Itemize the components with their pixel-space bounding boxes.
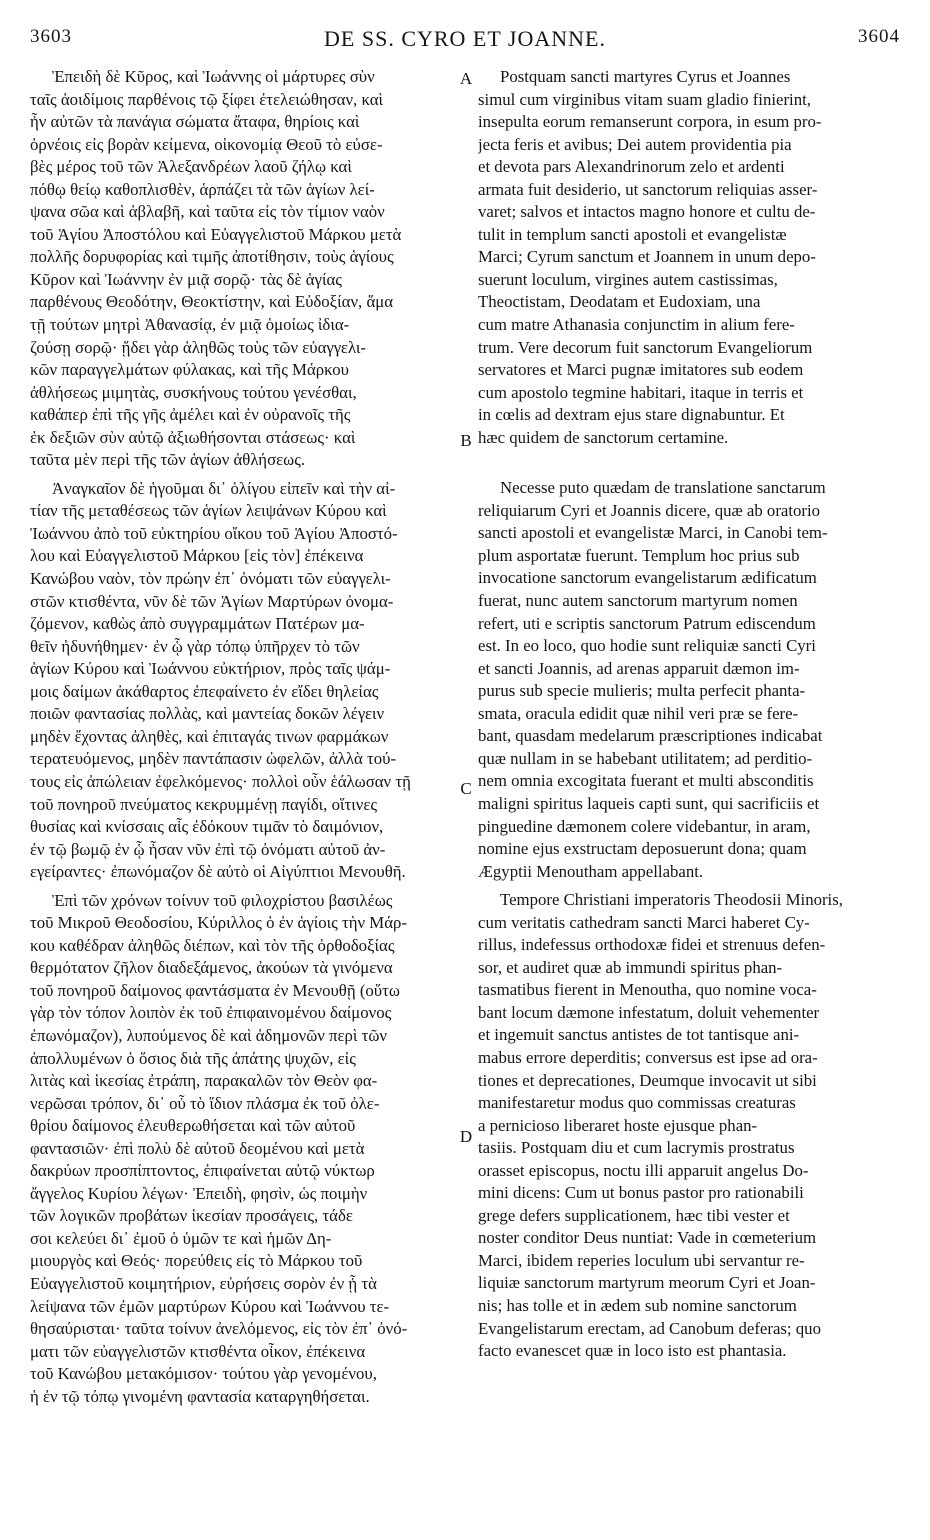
- text-line: maligni spiritus laqueis capti sunt, qui sacrificiis et: [478, 793, 820, 813]
- text-line: τοῦ Μικροῦ Θεοδοσίου, Κύριλλος ὁ ἐν ἁγίοις τὴν Μάρ-: [30, 913, 407, 933]
- text-line: ψανα σῶα καὶ ἀβλαβῆ, καὶ ταῦτα εἰς τὸν τίμιον ναὸν: [30, 202, 385, 222]
- text-line: ἄγγελος Κυρίου λέγων· Ἐπειδὴ, φησὶν, ὡς ποιμὴν: [30, 1183, 368, 1203]
- text-line: Tempore Christiani imperatoris Theodosii Minoris,: [500, 890, 843, 910]
- text-line: nem omnia excogitata fuerant et multi absconditis: [478, 771, 814, 791]
- text-line: reliquiarum Cyri et Joannis dicere, quæ ab oratorio: [478, 500, 821, 520]
- text-line: ἁγίων Κύρου καὶ Ἰωάννου εὐκτήριον, πρὸς ταῖς ψάμ-: [30, 659, 391, 679]
- text-line: grege defers supplicationem, hæc tibi vester et: [478, 1205, 790, 1225]
- latin-column: [478, 66, 897, 1363]
- greek-paragraph-2: [30, 478, 454, 884]
- text-line: Ἀναγκαῖον δὲ ἡγοῦμαι δι᾽ ὀλίγου εἰπεῖν καὶ τὴν αἰ-: [52, 478, 396, 498]
- text-line: κου καθέδραν ἀληθῶς διέπων, καὶ τὸν τῆς ὀρθοδοξίας: [30, 935, 395, 955]
- running-title: DE SS. CYRO ET JOANNE.: [324, 26, 606, 51]
- text-line: nomine ejus exstructam deposuerunt dona; quam: [478, 839, 807, 859]
- text-line: sancti apostoli et evangelistæ Marci, in Canobi tem-: [478, 523, 828, 543]
- text-line: quæ nullam in se habebant utilitatem; ad perditio-: [478, 748, 813, 768]
- text-line: λου καὶ Εὐαγγελιστοῦ Μάρκου [εἰς τὸν] ἐπέκεινα: [30, 546, 364, 566]
- text-line: ἦν αὐτῶν τὰ πανάγια σώματα ἄταφα, θηρίοις καὶ: [30, 112, 360, 132]
- text-line: fuerat, nunc autem sanctorum martyrum nomen: [478, 591, 798, 611]
- text-line: Necesse puto quædam de translatione sanctarum: [500, 478, 826, 498]
- text-line: σοι κελεύει δι᾽ ἐμοῦ ὁ ὑμῶν τε καὶ ἡμῶν Δη-: [30, 1228, 332, 1248]
- text-line: πολλῆς δορυφορίας καὶ τιμῆς ἀποτίθησιν, τοὺς ἁγίους: [30, 247, 394, 267]
- text-line: in cœlis ad dextram ejus stare dignabuntur. Et: [478, 405, 785, 425]
- text-line: ἀθλήσεως μιμητὰς, συσκήνους τούτου γενέσθαι,: [30, 382, 357, 402]
- text-line: insepulta eorum remanserunt corpora, in esum pro-: [478, 112, 822, 132]
- text-line: ταῦτα μὲν περὶ τῆς τῶν ἁγίων ἀθλήσεως.: [30, 450, 306, 470]
- text-line: στῶν κτισθέντα, νῦν δὲ τῶν Ἁγίων Μαρτύρων ὀνομα-: [30, 591, 394, 611]
- text-line: ἀπολλυμένων ὁ ὅσιος διὰ τῆς ἀπάτης ψυχῶν, εἰς: [30, 1048, 356, 1068]
- text-line: τους εἰς ἀπώλειαν ἐφελκόμενος· πολλοὶ οὖν ἑάλωσαν τῇ: [30, 771, 411, 791]
- section-marker-c: C: [460, 779, 472, 798]
- text-line: tiones et deprecationes, Deumque invocavit ut sibi: [478, 1070, 817, 1090]
- text-line: tasmatibus fierent in Menoutha, quo nomine voca-: [478, 980, 817, 1000]
- text-line: γὰρ τὸν τόπον λοιπὸν ἐκ τοῦ ἐπιφαινομένου δαίμονος: [30, 1003, 392, 1023]
- text-line: θησαύρισται· ταῦτα τοίνυν ἀνελόμενος, εἰς τὸν ἐπ᾽ ὀνό-: [30, 1319, 408, 1339]
- text-line: et sancti Joannis, ad arenas apparuit dæmon im-: [478, 658, 800, 678]
- text-line: τίαν τῆς μεταθέσεως τῶν ἁγίων λειψάνων Κύρου καὶ: [30, 501, 387, 521]
- text-line: ἡ ἐν τῷ τόπῳ γινομένη φαντασία καταργηθήσεται.: [30, 1386, 370, 1406]
- text-line: bant, quasdam medelarum præscriptiones indicabat: [478, 726, 823, 746]
- text-line: rillus, indefessus orthodoxæ fidei et strenuus defen-: [478, 935, 826, 955]
- text-line: Marci; Cyrum sanctum et Joannem in unum depo-: [478, 247, 816, 267]
- text-line: φαντασιῶν· ἐπὶ πολὺ δὲ αὐτοῦ δεομένου καὶ μετὰ: [30, 1138, 365, 1158]
- text-line: τῶν λογικῶν προβάτων ἱκεσίαν προσάγεις, τάδε: [30, 1206, 353, 1226]
- text-line: ἐπωνόμαζον), λυπούμενος δὲ καὶ ἀδημονῶν περὶ τῶν: [30, 1025, 388, 1045]
- text-line: μιουργὸς καὶ Θεός· πορεύθεις εἰς τὸ Μάρκου τοῦ: [30, 1251, 363, 1271]
- text-line: κῶν παραγγελμάτων φύλακας, καὶ τῆς Μάρκου: [30, 360, 349, 380]
- text-line: ταῖς ἀοιδίμοις παρθένοις τῷ ξίφει ἐτελειώθησαν, καὶ: [30, 89, 384, 109]
- text-line: liquiæ sanctorum martyrum meorum Cyri et Joan-: [478, 1273, 816, 1293]
- greek-paragraph-3: [30, 890, 454, 1409]
- spacer: [478, 449, 897, 477]
- text-line: purus sub specie mulieris; multa perfecit phanta-: [478, 681, 806, 701]
- text-line: μοις δαίμων ἀκάθαρτος ἐπεφαίνετο ἐν εἴδει θηλείας: [30, 681, 379, 701]
- text-line: Theoctistam, Deodatam et Eudoxiam, una: [478, 292, 761, 312]
- text-line: παρθένους Θεοδότην, Θεοκτίστην, καὶ Εὐδοξίαν, ἅμα: [30, 292, 394, 312]
- text-line: Marci, ibidem reperies loculum ubi servantur re-: [478, 1250, 805, 1270]
- text-line: et ingemuit sanctus antistes de tot tantisque ani-: [478, 1025, 800, 1045]
- text-line: Εὐαγγελιστοῦ κοιμητήριον, εὑρήσεις σορὸν ἐν ᾗ τὰ: [30, 1273, 377, 1293]
- text-line: θερμότατον ζῆλον διαδεξάμενος, ἀκούων τὰ γινόμενα: [30, 958, 393, 978]
- text-line: θρίου δαίμονος ἐλευθερωθήσεται καὶ τῶν αὐτοῦ: [30, 1116, 356, 1136]
- text-line: invocatione sanctorum evangelistarum ædificatum: [478, 568, 817, 588]
- text-line: Κῦρον καὶ Ἰωάννην ἐν μιᾷ σορῷ· τὰς δὲ ἁγίας: [30, 269, 342, 289]
- text-line: βὲς μέρος τοῦ τῶν Ἀλεξανδρέων λαοῦ ζήλῳ καὶ: [30, 157, 352, 177]
- text-line: suerunt loculum, virgines autem castissimas,: [478, 269, 778, 289]
- text-line: cum apostolo tegmine habitari, itaque in terris et: [478, 382, 804, 402]
- latin-paragraph-2: [478, 477, 897, 883]
- column-number-left: 3603: [30, 26, 72, 47]
- text-line: armata fuit desiderio, ut sanctorum reliquias asser-: [478, 179, 818, 199]
- column-number-right: 3604: [858, 26, 900, 47]
- section-marker-d: D: [459, 1127, 473, 1146]
- text-line: manifestaretur modus quo commissas creaturas: [478, 1093, 796, 1113]
- text-line: tasiis. Postquam diu et cum lacrymis prostratus: [478, 1138, 795, 1158]
- text-line: τοῦ Ἁγίου Ἀποστόλου καὶ Εὐαγγελιστοῦ Μάρκου μετὰ: [30, 224, 402, 244]
- text-line: λείψανα τῶν ἐμῶν μαρτύρων Κύρου καὶ Ἰωάννου τε-: [30, 1296, 390, 1316]
- text-line: noster conditor Deus nuntiat: Vade in cœmeterium: [478, 1228, 817, 1248]
- text-line: Ægyptii Menoutham appellabant.: [478, 861, 704, 881]
- text-line: mabus errore deperditis; conversus est ipse ad ora-: [478, 1047, 818, 1067]
- text-line: μηδὲν ἔχοντας ἀληθὲς, καὶ ἐπιταγάς τινων φαρμάκων: [30, 726, 389, 746]
- latin-paragraph-1: [478, 66, 897, 449]
- text-line: nis; has tolle et in ædem sub nomine sanctorum: [478, 1295, 797, 1315]
- text-line: εγείραντες· ἐπωνόμαζον δὲ αὐτὸ οἱ Αἰγύπτιοι Μενουθῆ.: [30, 862, 406, 882]
- text-line: Κανώβου ναὸν, τὸν πρώην ἐπ᾽ ὀνόματι τῶν εὐαγγελι-: [30, 569, 391, 589]
- text-line: trum. Vere decorum fuit sanctorum Evangeliorum: [478, 337, 813, 357]
- section-marker-b: B: [460, 431, 472, 450]
- text-line: τοῦ Κανώβου μετακόμισον· τούτου γὰρ γενομένου,: [30, 1364, 377, 1384]
- page-header: [30, 26, 900, 60]
- text-line: facto evanescet quæ in loco isto est phantasia.: [478, 1341, 787, 1361]
- text-line: Evangelistarum erectam, ad Canobum deferas; quo: [478, 1318, 821, 1338]
- text-line: ζόμενον, καθὼς ἀπὸ συγγραμμάτων Πατέρων μα-: [30, 614, 365, 634]
- greek-column: [30, 66, 454, 1408]
- text-line: varet; salvos et intactos magno honore et cultu de-: [478, 202, 816, 222]
- text-line: pinguedine dæmonem colere videbantur, in aram,: [478, 816, 811, 836]
- text-line: est. In eo loco, quo hodie sunt reliquiæ sancti Cyri: [478, 636, 816, 656]
- text-line: refert, uti e scriptis sanctorum Patrum ediscendum: [478, 613, 816, 633]
- latin-paragraph-3: [478, 889, 897, 1362]
- text-line: τερατευόμενος, μηδὲν παντάπασιν ὠφελῶν, ἀλλὰ τού-: [30, 749, 397, 769]
- text-line: Ἐπειδὴ δὲ Κῦρος, καὶ Ἰωάννης οἱ μάρτυρες σὺν: [52, 67, 375, 86]
- text-line: Ἰωάννου ἀπὸ τοῦ εὐκτηρίου οἴκου τοῦ Ἁγίου Ἀποστό-: [30, 523, 398, 543]
- text-line: tulit in templum sancti apostoli et evangelistæ: [478, 224, 787, 244]
- text-line: hæc quidem de sanctorum certamine.: [478, 427, 729, 447]
- text-line: δακρύων προσπίπτοντος, ἐπιφαίνεται αὐτῷ νύκτωρ: [30, 1161, 375, 1181]
- greek-paragraph-1: [30, 66, 454, 472]
- text-line: bant locum dæmone infestatum, doluit vehementer: [478, 1002, 820, 1022]
- text-line: ζούσῃ σορῷ· ᾔδει γὰρ ἀληθῶς τοὺς τῶν εὐαγγελι-: [30, 337, 367, 357]
- text-line: θυσίας καὶ κνίσσαις αἷς ἐδόκουν τιμᾶν τὸ δαιμόνιον,: [30, 817, 384, 837]
- text-line: τοῦ πονηροῦ δαίμονος φαντάσματα ἐν Μενουθῇ (οὕτω: [30, 980, 400, 1000]
- text-line: simul cum virginibus vitam suam gladio finierint,: [478, 89, 811, 109]
- text-line: θεῖν ἠδυνήθημεν· ἐν ᾧ γὰρ τόπῳ ὑπῆρχεν τὸ τῶν: [30, 636, 360, 656]
- text-line: λιτὰς καὶ ἱκεσίας ἐτράπη, παρακαλῶν τὸν Θεὸν φα-: [30, 1071, 378, 1091]
- text-line: mini dicens: Cum ut bonus pastor pro rationabili: [478, 1183, 804, 1203]
- text-line: orasset episcopus, noctu illi apparuit angelus Do-: [478, 1160, 809, 1180]
- text-line: cum matre Athanasia conjunctim in alium fere-: [478, 315, 795, 335]
- text-line: jecta feris et avibus; Dei autem providentia pia: [478, 134, 792, 154]
- text-line: ποιῶν φαντασίας πολλὰς, καὶ μαντείας δοκῶν λέγειν: [30, 704, 385, 724]
- text-line: servatores et Marci pugnæ imitatores sub eodem: [478, 360, 804, 380]
- text-line: καθάπερ ἐπὶ τῆς γῆς ἀμέλει καὶ ἐν οὐρανοῖς τῆς: [30, 405, 351, 425]
- text-line: smata, oracula edidit quæ nihil veri præ se fere-: [478, 703, 799, 723]
- text-line: πόθῳ θείῳ καθοπλισθὲν, ἁρπάζει τὰ τῶν ἁγίων λεί-: [30, 179, 375, 199]
- text-line: ἐκ δεξιῶν σὺν αὐτῷ ἀξιωθήσονται στάσεως· καὶ: [30, 427, 356, 447]
- text-line: ὀρνέοις εἰς βορὰν κείμενα, οἰκονομίᾳ Θεοῦ τὸ εὐσε-: [30, 134, 383, 154]
- text-line: a pernicioso liberaret hoste ejusque phan-: [478, 1115, 758, 1135]
- text-line: τῇ τούτων μητρὶ Ἀθανασίᾳ, ἐν μιᾷ ὁμοίως ἰδια-: [30, 315, 350, 335]
- text-line: τοῦ πονηροῦ πνεύματος κεκρυμμένῃ παγίδι, οἵτινες: [30, 794, 378, 814]
- text-line: sor, et audiret quæ ab immundi spiritus phan-: [478, 957, 783, 977]
- text-line: ἐν τῷ βωμῷ ἐν ᾧ ἦσαν νῦν ἐπὶ τῷ ὀνόματι αὐτοῦ ἀν-: [30, 839, 386, 859]
- text-line: plum asportatæ fuerunt. Templum hoc prius sub: [478, 545, 800, 565]
- text-line: Ἐπὶ τῶν χρόνων τοίνυν τοῦ φιλοχρίστου βασιλέως: [52, 890, 393, 910]
- text-line: Postquam sancti martyres Cyrus et Joannes: [500, 67, 791, 86]
- text-line: et devota pars Alexandrinorum zelo et ardenti: [478, 157, 785, 177]
- text-line: νερῶσαι τρόπον, δι᾽ οὗ τὸ ἴδιον πλάσμα ἐκ τοῦ ὀλε-: [30, 1093, 380, 1113]
- section-marker-a: A: [459, 69, 473, 88]
- text-line: cum veritatis cathedram sancti Marci haberet Cy-: [478, 912, 810, 932]
- text-line: ματι τῶν εὐαγγελιστῶν κτισθέντα οἶκον, ἐπέκεινα: [30, 1341, 366, 1361]
